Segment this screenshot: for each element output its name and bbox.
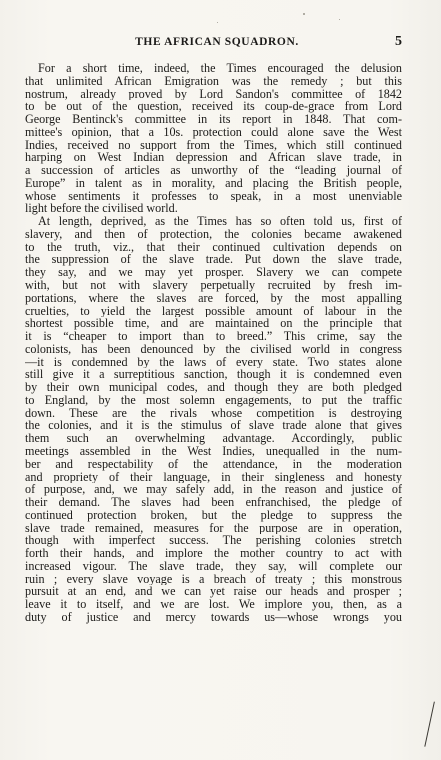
- text-line: and propriety of their language, in their singleness and honesty: [25, 470, 402, 484]
- page-scratch-mark: [424, 702, 441, 749]
- text-line: down. These are the rivals whose competition is destroying: [25, 406, 402, 420]
- text-line: of purpose, and, we may safely add, in the reason and justice of: [25, 483, 402, 497]
- text-line: slave trade remained, measures for the purpose are in operation,: [25, 521, 402, 535]
- text-line: nostrum, already proved by Lord Sandon's committee of 1842: [25, 87, 402, 101]
- text-line: they say, and we may yet prosper. Slavery we can compete: [25, 266, 402, 280]
- text-line: their demand. The slaves had been enfranchised, the pledge of: [25, 496, 402, 509]
- text-line: colonists, has been denounced by the civilised world in congress: [25, 342, 402, 356]
- text-line: mittee's opinion, that a 10s. protection could alone save the West: [25, 125, 402, 139]
- text-line: pursuit at an end, and we can yet raise our heads and prosper ;: [25, 585, 402, 599]
- text-line: it is “cheaper to import than to breed.” This crime, say the: [25, 330, 402, 343]
- body-text: [25, 62, 402, 624]
- text-line: Europe” in talent as in morality, and placing the British people,: [25, 176, 402, 190]
- text-line: ruin ; every slave voyage is a breach of treaty ; this monstrous: [25, 572, 402, 586]
- text-line: the colonies, and it is the stimulus of slave trade alone that gives: [25, 419, 402, 433]
- text-line: by their own municipal codes, and though they are both pledged: [25, 381, 402, 394]
- paper-speck: [339, 19, 340, 20]
- text-line: meetings assembled in the West Indies, unequalled in the num-: [25, 444, 402, 458]
- text-line: At length, deprived, as the Times has so often told us, first of: [38, 215, 402, 228]
- text-line: shortest possible time, and are maintained on the principle that: [25, 317, 402, 331]
- text-line: whose sentiments it professes to speak, in a most unenviable: [25, 189, 402, 203]
- text-line: portations, where the slaves are forced, by the most appalling: [25, 291, 402, 305]
- text-line: to England, by the most solemn engagements, to put the traffic: [25, 393, 402, 407]
- text-line: Indies, received no support from the Times, which still continued: [25, 138, 402, 152]
- text-line: cruelties, to yield the largest possible amount of labour in the: [25, 304, 402, 318]
- text-line: that unlimited African Emigration was the remedy ; but this: [25, 74, 402, 88]
- running-head: THE AFRICAN SQUADRON.: [135, 36, 299, 48]
- text-line: them such an overwhelming advantage. Accordingly, public: [25, 432, 402, 445]
- text-line: George Bentinck's committee in its report in 1848. That com-: [25, 113, 402, 126]
- paper-speck: [217, 22, 218, 23]
- text-line: leave it to itself, and we are lost. We implore you, then, as a: [25, 598, 402, 611]
- text-line: a succession of articles as unworthy of the “leading journal of: [25, 164, 402, 177]
- text-line: —it is condemned by the laws of every state. Two states alone: [25, 355, 402, 369]
- text-line: the suppression of the slave trade. Put down the slave trade,: [25, 253, 402, 267]
- paper-speck: [303, 13, 305, 15]
- page-number: 5: [395, 34, 402, 49]
- text-line: duty of justice and mercy towards us—whose wrongs you: [25, 610, 402, 624]
- text-line: For a short time, indeed, the Times encouraged the delusion: [38, 62, 402, 75]
- text-line: ber and respectability of the attendance, in the moderation: [25, 457, 402, 471]
- text-line: harping on West Indian depression and African slave trade, in: [25, 151, 402, 165]
- text-line: still give it a surreptitious sanction, though it is condemned even: [25, 368, 402, 382]
- text-line: forth their hands, and implore the mother country to act with: [25, 547, 402, 560]
- text-line: to the truth, viz., that their continued cultivation depends on: [25, 240, 402, 254]
- text-line: continued protection broken, but the pledge to suppress the: [25, 508, 402, 522]
- text-line: to be out of the question, received its coup-de-grace from Lord: [25, 100, 402, 114]
- text-line: though with imperfect success. The perishing colonies stretch: [25, 534, 402, 548]
- text-line: increased vigour. The slave trade, they say, will complete our: [25, 559, 402, 573]
- text-line: with, but not with slavery perpetually recruited by fresh im-: [25, 279, 402, 292]
- text-line: slavery, and then of protection, the colonies became awakened: [25, 227, 402, 241]
- page-header: [32, 36, 402, 54]
- text-line: light before the civilised world.: [25, 202, 178, 216]
